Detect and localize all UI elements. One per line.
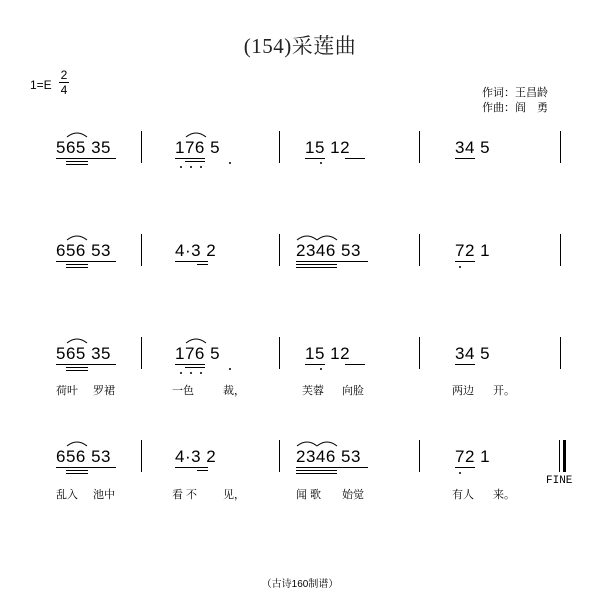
measure-3: 15 12 <box>305 138 351 157</box>
slur <box>67 133 87 137</box>
composer-credit: 作曲：阎 勇 <box>482 102 548 114</box>
measure-2: 4·3 2 <box>175 447 217 466</box>
lyric: 荷叶 <box>56 385 78 397</box>
measure-2: 176 5 <box>175 344 221 363</box>
measure-3: 15 12 <box>305 344 351 363</box>
lyric: 池中 <box>93 489 115 501</box>
slur <box>186 339 206 343</box>
slur <box>297 236 317 240</box>
lyric: 乱入 <box>56 489 78 501</box>
lyricist-credit: 作词：王昌龄 <box>482 87 548 99</box>
time-denominator: 4 <box>60 83 68 97</box>
lyric: 两边 <box>452 385 474 397</box>
measure-3: 2346 53 <box>296 447 361 466</box>
lyric: 见， <box>223 489 245 501</box>
slur <box>297 442 317 446</box>
slur <box>317 236 337 240</box>
fine-marking: FINE <box>546 475 573 487</box>
lyric: 看 不 <box>172 489 198 501</box>
slur <box>186 133 206 137</box>
slur <box>67 339 87 343</box>
measure-1: 565 35 <box>56 344 111 363</box>
lyric: 向脸 <box>342 385 364 397</box>
lyric: 有人 <box>452 489 474 501</box>
measure-1: 656 53 <box>56 241 111 260</box>
measure-4: 34 5 <box>455 344 491 363</box>
measure-1: 565 35 <box>56 138 111 157</box>
page-title: (154)采莲曲 <box>243 34 357 58</box>
measure-2: 176 5 <box>175 138 221 157</box>
measure-4: 34 5 <box>455 138 491 157</box>
lyric: 裁， <box>223 385 245 397</box>
slur <box>317 442 337 446</box>
lyric: 始觉 <box>342 489 364 501</box>
lyric: 来。 <box>493 489 515 501</box>
lyric: 芙蓉 <box>302 385 324 397</box>
measure-4: 72 1 <box>455 241 491 260</box>
slur <box>67 236 87 240</box>
slur <box>67 442 87 446</box>
measure-4: 72 1 <box>455 447 491 466</box>
measure-1: 656 53 <box>56 447 111 466</box>
lyric: 闻 歌 <box>296 489 322 501</box>
footer-note: （古诗160制谱） <box>261 579 339 590</box>
lyric: 开。 <box>493 385 515 397</box>
key-signature: 1=E <box>30 78 52 92</box>
lyric: 罗裙 <box>93 385 115 397</box>
lyric: 一色 <box>172 385 194 397</box>
measure-2: 4·3 2 <box>175 241 217 260</box>
measure-3: 2346 53 <box>296 241 361 260</box>
time-numerator: 2 <box>60 68 68 82</box>
